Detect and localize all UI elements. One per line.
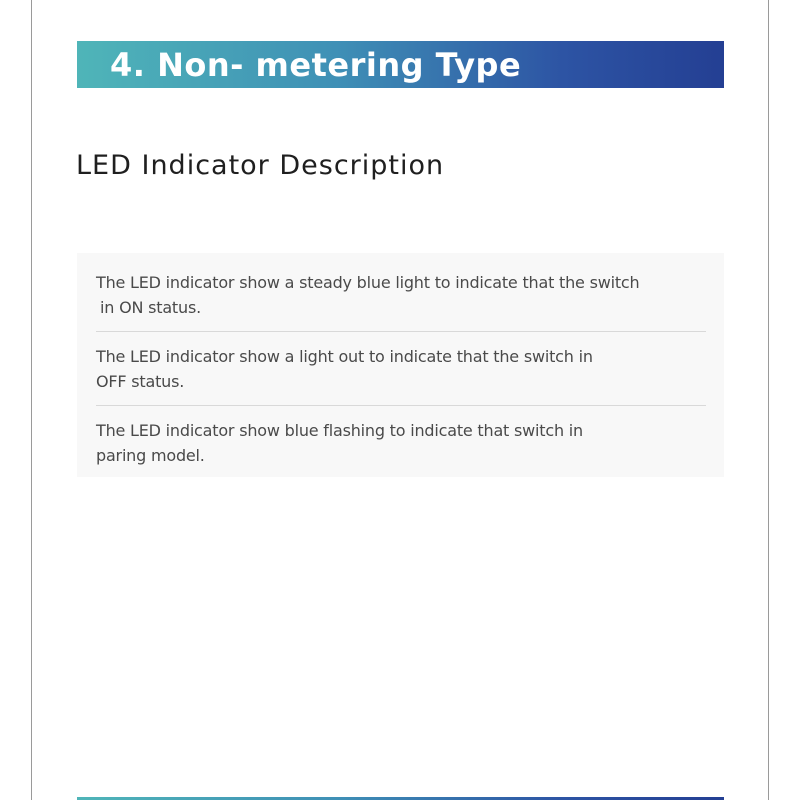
led-description-line: The LED indicator show blue flashing to indicate that switch in (96, 421, 583, 440)
banner-title: 4. Non- metering Type (110, 45, 522, 84)
section-heading: LED Indicator Description (76, 150, 445, 181)
page-border-right (768, 0, 769, 800)
led-description-line: paring model. (96, 446, 205, 465)
led-description-box (77, 253, 724, 477)
led-description-item (96, 344, 681, 394)
led-description-line: OFF status. (96, 372, 185, 391)
led-description-item (96, 270, 681, 320)
led-description-line: in ON status. (100, 298, 201, 317)
led-description-item (96, 418, 681, 468)
description-divider (96, 405, 706, 406)
page-border-left (31, 0, 32, 800)
description-divider (96, 331, 706, 332)
led-description-line: The LED indicator show a light out to indicate that the switch in (96, 347, 593, 366)
section-banner (77, 41, 724, 88)
led-description-line: The LED indicator show a steady blue light to indicate that the switch (96, 273, 640, 292)
